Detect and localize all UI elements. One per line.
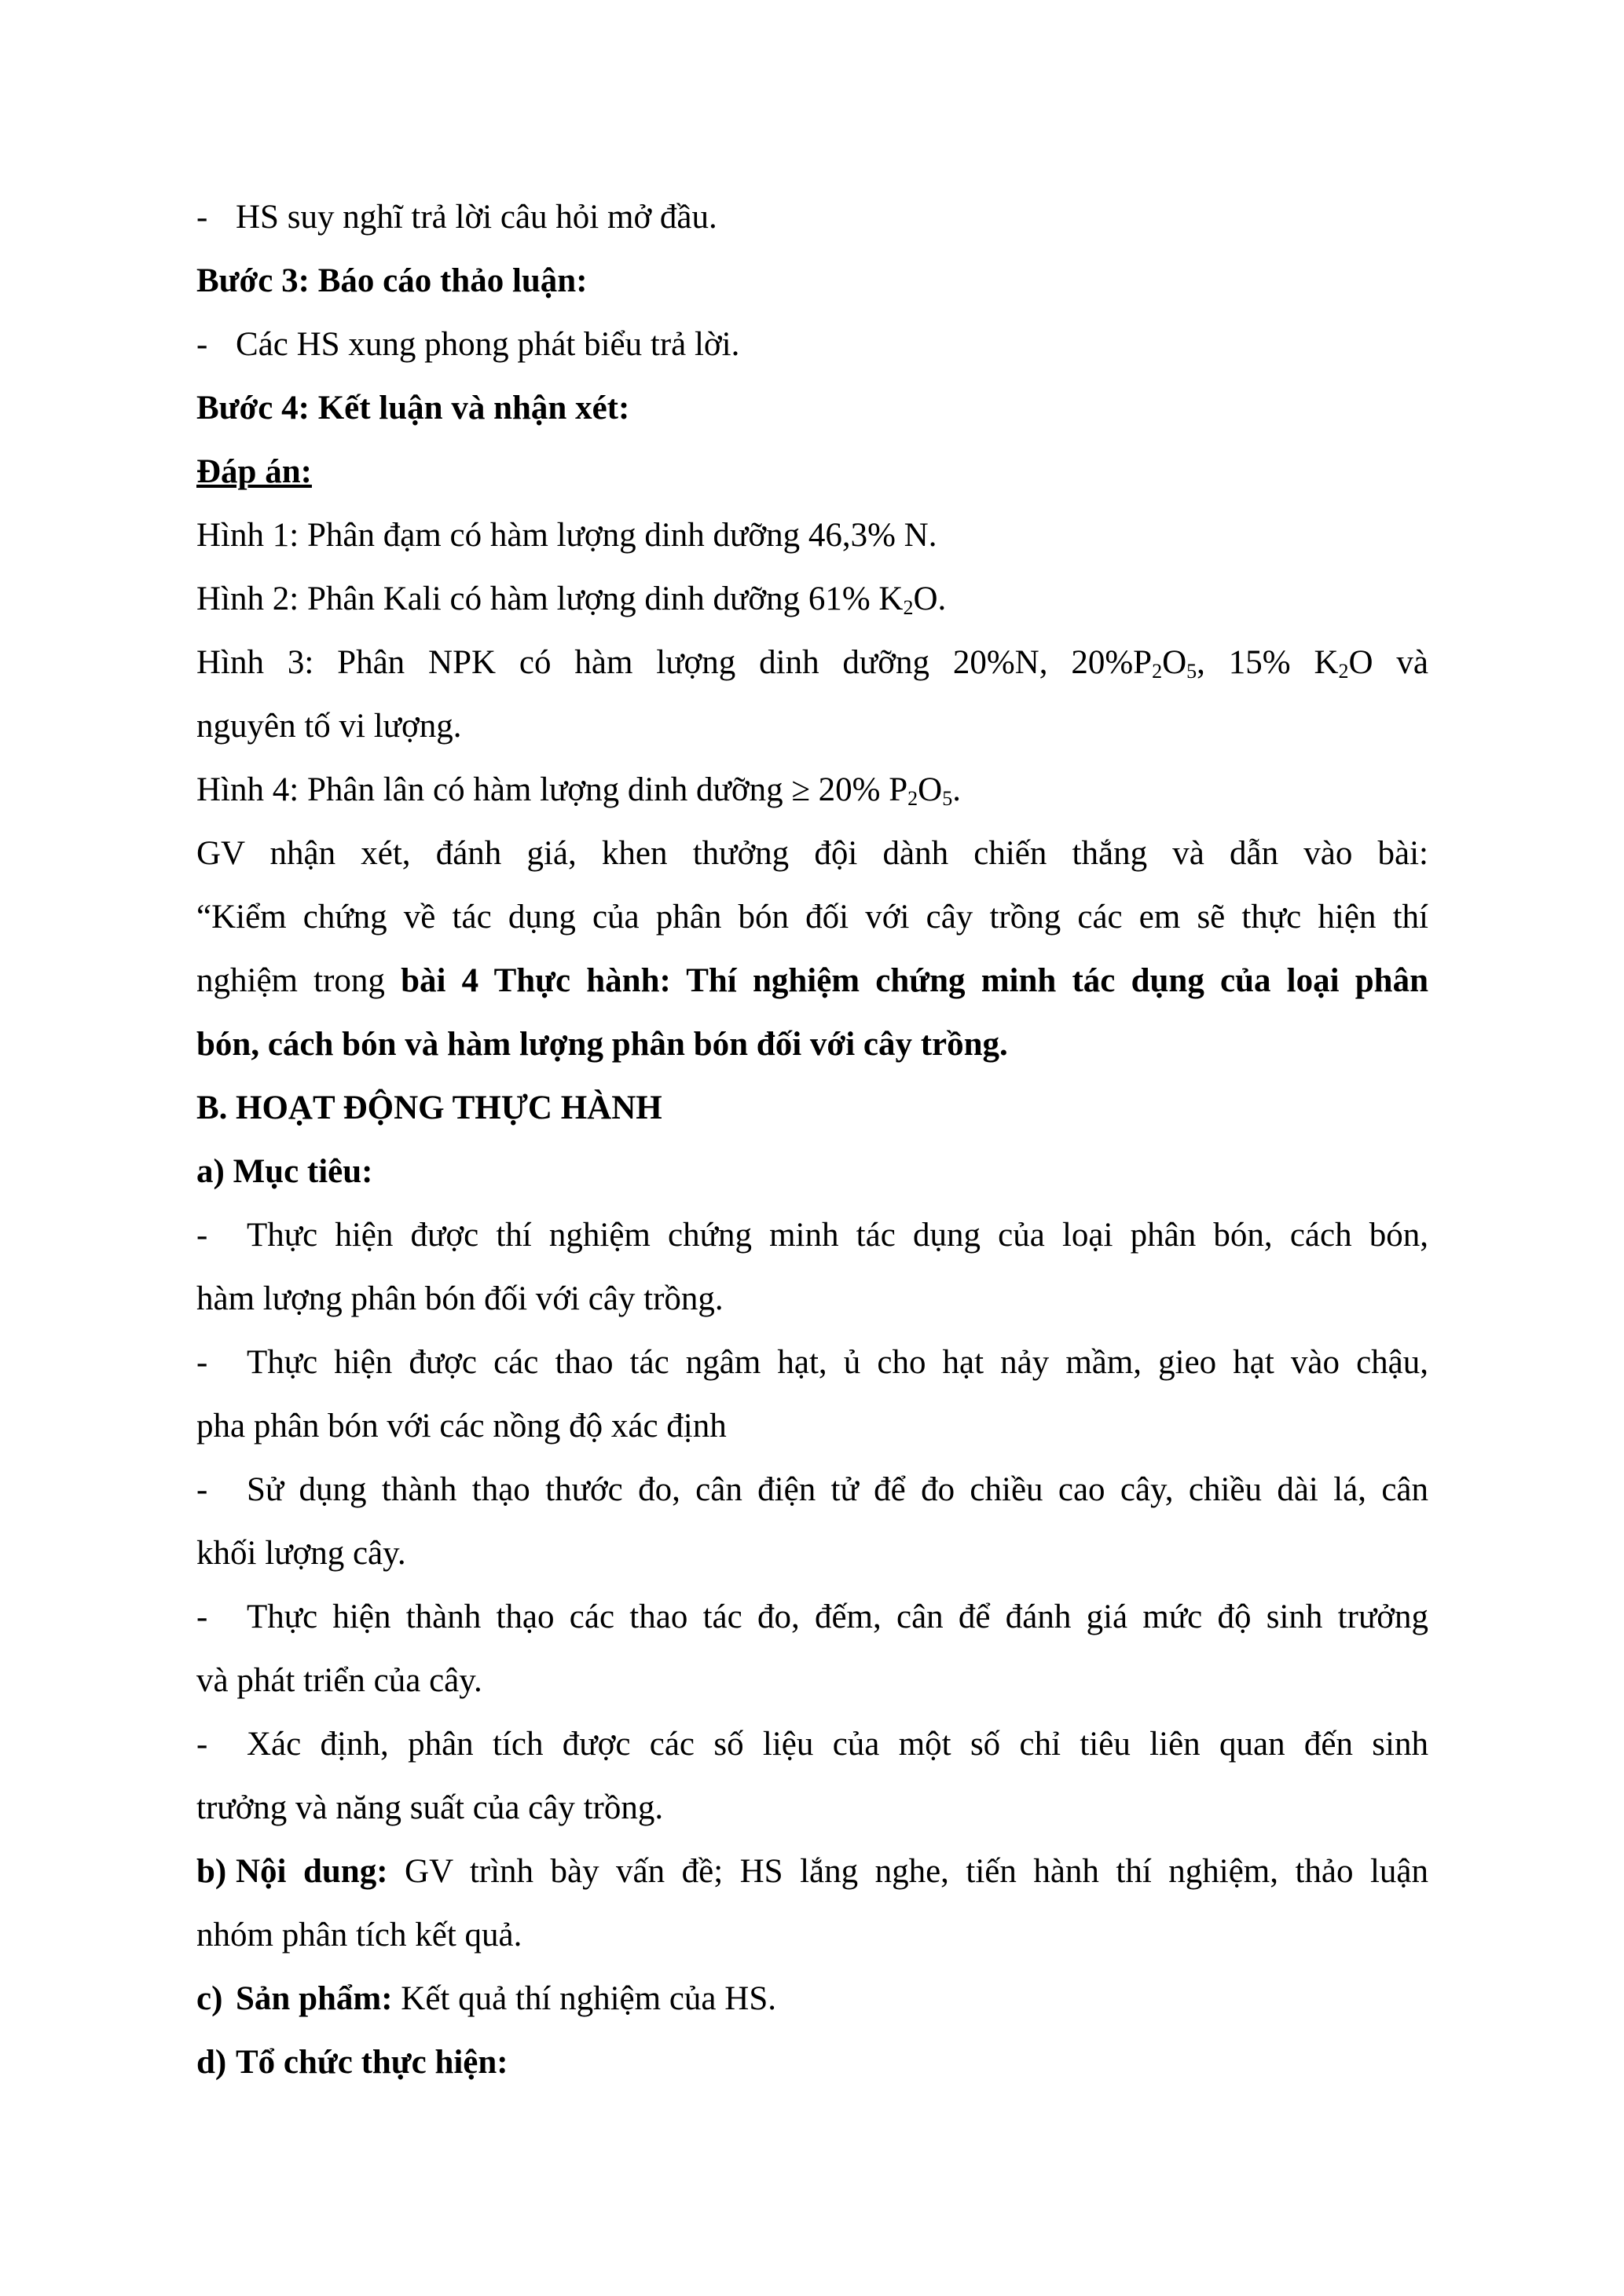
text-bold: bài 4 Thực hành: Thí nghiệm chứng minh tác dụng của loại phân — [401, 962, 1428, 999]
text: Đáp án: — [196, 453, 312, 490]
figure-1-line — [196, 516, 937, 555]
text: “Kiểm chứng về tác dụng của phân bón đối với cây trồng các em sẽ thực hiện thí — [196, 899, 1428, 936]
subscript: 5 — [942, 787, 953, 810]
text: Thực hiện được thí nghiệm chứng minh tác dụng của loại phân bón, cách bón, — [247, 1217, 1428, 1254]
text-bold: Tổ chức thực hiện: — [236, 2044, 508, 2081]
figure-4-line — [196, 771, 961, 809]
text-bold: Sản phẩm: — [236, 1980, 393, 2017]
text: Hình 2: Phân Kali có hàm lượng dinh dưỡng 61% K — [196, 580, 904, 617]
objective-2-cont — [196, 1407, 727, 1445]
text: HS suy nghĩ trả lời câu hỏi mở đầu. — [236, 199, 717, 236]
text: Hình 4: Phân lân có hàm lượng dinh dưỡng ≥ 20% P — [196, 771, 908, 808]
objective-2 — [196, 1343, 1428, 1382]
text: nhóm phân tích kết quả. — [196, 1917, 522, 1954]
text: Các HS xung phong phát biểu trả lời. — [236, 326, 740, 363]
objective-1 — [196, 1216, 1428, 1254]
section-label: c) — [196, 1980, 223, 2017]
text: Bước 3: Báo cáo thảo luận: — [196, 262, 588, 299]
objective-4 — [196, 1598, 1428, 1636]
text: và phát triển của cây. — [196, 1662, 482, 1699]
section-label: b) — [196, 1853, 227, 1890]
content-line — [196, 1852, 1428, 1891]
text: O và — [1348, 644, 1429, 681]
text: nghiệm trong — [196, 962, 401, 999]
figure-3-line-cont — [196, 707, 461, 745]
content-line-cont — [196, 1916, 522, 1954]
step-4-heading — [196, 389, 629, 427]
text: hàm lượng phân bón đối với cây trồng. — [196, 1280, 724, 1317]
teacher-comment-line — [196, 834, 1428, 873]
text: O — [918, 771, 943, 808]
text: trưởng và năng suất của cây trồng. — [196, 1789, 664, 1826]
objective-5 — [196, 1725, 1428, 1763]
text: Kết quả thí nghiệm của HS. — [392, 1980, 776, 2017]
objective-4-cont — [196, 1661, 482, 1700]
text-bold: a) Mục tiêu: — [196, 1153, 373, 1190]
lesson-title-line — [196, 961, 1428, 1000]
text: khối lượng cây. — [196, 1535, 406, 1572]
objective-3 — [196, 1470, 1428, 1509]
step-3-heading — [196, 262, 588, 300]
bullet-dash: - — [196, 1598, 208, 1635]
text: O — [1162, 644, 1187, 681]
subscript: 2 — [1152, 660, 1163, 683]
objective-1-cont — [196, 1280, 724, 1318]
bullet-dash: - — [196, 199, 208, 236]
text: Bước 4: Kết luận và nhận xét: — [196, 390, 630, 427]
text: O. — [913, 580, 947, 617]
subscript: 2 — [907, 787, 918, 810]
text: pha phân bón với các nồng độ xác định — [196, 1408, 727, 1445]
text: nguyên tố vi lượng. — [196, 708, 462, 745]
figure-2-line — [196, 580, 946, 618]
objectives-heading — [196, 1152, 373, 1191]
bullet-dash: - — [196, 1344, 208, 1381]
bullet-dash: - — [196, 326, 208, 363]
text: Hình 3: Phân NPK có hàm lượng dinh dưỡng 20%N, 20%P — [196, 644, 1153, 681]
lesson-title-line-cont — [196, 1025, 1008, 1064]
organization-line — [196, 2043, 508, 2082]
subscript: 2 — [1338, 660, 1349, 683]
quote-line — [196, 898, 1428, 936]
text: , 15% K — [1197, 644, 1339, 681]
section-label: B. — [196, 1089, 228, 1126]
subscript: 2 — [903, 596, 914, 619]
text-bold: bón, cách bón và hàm lượng phân bón đối với cây trồng. — [196, 1026, 1008, 1063]
text: Thực hiện được các thao tác ngâm hạt, ủ cho hạt nảy mầm, gieo hạt vào chậu, — [247, 1344, 1428, 1381]
text: GV nhận xét, đánh giá, khen thưởng đội dành chiến thắng và dẫn vào bài: — [196, 835, 1428, 872]
section-label: d) — [196, 2044, 227, 2081]
section-b-heading — [196, 1089, 662, 1127]
bullet-dash: - — [196, 1217, 208, 1254]
text: GV trình bày vấn đề; HS lắng nghe, tiến hành thí nghiệm, thảo luận — [387, 1853, 1428, 1890]
text: . — [952, 771, 961, 808]
figure-3-line — [196, 643, 1428, 682]
text: Sử dụng thành thạo thước đo, cân điện tử để đo chiều cao cây, chiều dài lá, cân — [247, 1471, 1428, 1508]
text-bold: HOẠT ĐỘNG THỰC HÀNH — [236, 1089, 662, 1126]
answer-heading — [196, 452, 312, 491]
text: Thực hiện thành thạo các thao tác đo, đếm, cân để đánh giá mức độ sinh trưởng — [247, 1598, 1428, 1635]
objective-5-cont — [196, 1789, 663, 1827]
objective-3-cont — [196, 1534, 406, 1573]
text-bold: Nội dung: — [236, 1853, 388, 1890]
bullet-dash: - — [196, 1471, 208, 1508]
text: Xác định, phân tích được các số liệu của một số chỉ tiêu liên quan đến sinh — [247, 1726, 1428, 1763]
line-3 — [196, 325, 739, 364]
line-1 — [196, 198, 717, 236]
text: Hình 1: Phân đạm có hàm lượng dinh dưỡng 46,3% N. — [196, 517, 937, 554]
product-line — [196, 1979, 776, 2018]
subscript: 5 — [1186, 660, 1197, 683]
bullet-dash: - — [196, 1726, 208, 1763]
